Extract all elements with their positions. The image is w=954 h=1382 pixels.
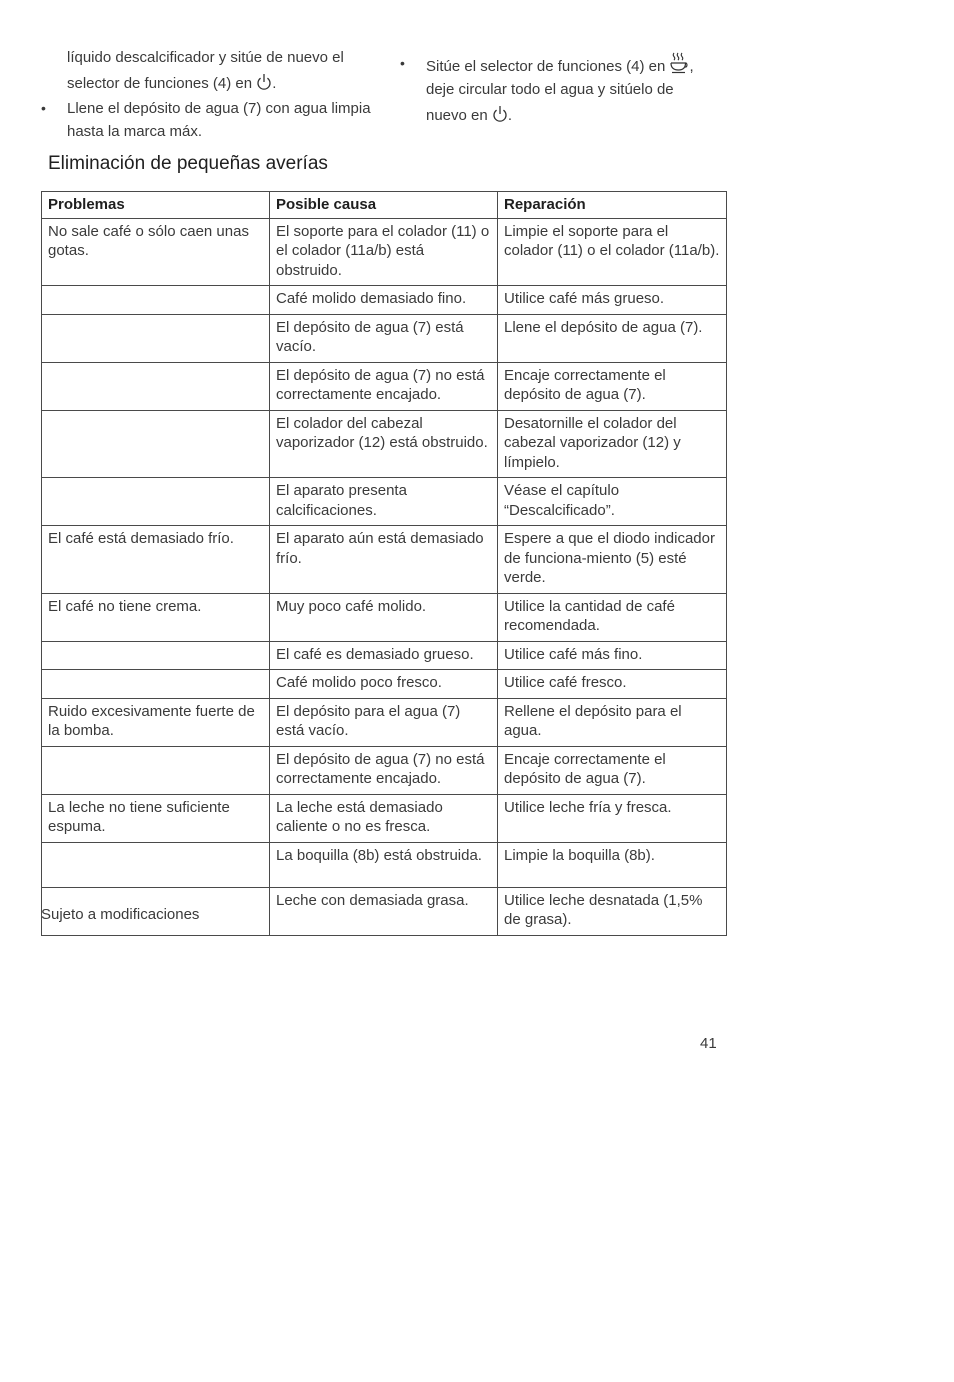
problem-cell — [42, 362, 270, 410]
section-heading: Eliminación de pequeñas averías — [48, 153, 328, 174]
header-posible-causa: Posible causa — [270, 192, 498, 219]
intro-left-paragraph-2 — [41, 97, 371, 143]
table-header-row — [42, 192, 727, 219]
problem-cell — [42, 641, 270, 670]
cause-cell: Café molido demasiado fino. — [270, 286, 498, 315]
problem-cell: Ruido excesivamente fuerte de la bomba. — [42, 698, 270, 746]
problem-cell — [42, 842, 270, 887]
repair-cell: Véase el capítulo “Descalcificado”. — [498, 478, 727, 526]
intro-right-line-1-text: Sitúe el selector de funciones (4) en — [426, 58, 666, 75]
repair-cell: Utilice café más fino. — [498, 641, 727, 670]
intro-left-line-1: líquido descalcificador y sitúe de nuevo el — [67, 49, 344, 66]
page-number: 41 — [700, 1035, 717, 1052]
cause-cell: El depósito para el agua (7) está vacío. — [270, 698, 498, 746]
intro-right-paragraph — [400, 52, 720, 127]
table-row — [42, 746, 727, 794]
cause-cell: El aparato presenta calcificaciones. — [270, 478, 498, 526]
cause-cell: El soporte para el colador (11) o el colador (11a/b) está obstruido. — [270, 218, 498, 286]
cause-cell: Leche con demasiada grasa. — [270, 887, 498, 935]
repair-cell: Utilice café fresco. — [498, 670, 727, 699]
problem-cell — [42, 746, 270, 794]
table-row — [42, 218, 727, 286]
problem-cell — [42, 478, 270, 526]
table-row — [42, 362, 727, 410]
intro-right-line-3-text: nuevo en — [426, 107, 488, 124]
table-row — [42, 410, 727, 478]
header-reparacion: Reparación — [498, 192, 727, 219]
bullet: • — [41, 100, 46, 116]
cause-cell: El depósito de agua (7) no está correctamente encajado. — [270, 362, 498, 410]
repair-cell: Utilice la cantidad de café recomendada. — [498, 593, 727, 641]
problem-cell — [42, 314, 270, 362]
repair-cell: Rellene el depósito para el agua. — [498, 698, 727, 746]
intro-right-line-1 — [426, 52, 720, 78]
repair-cell: Espere a que el diodo indicador de funciona-miento (5) esté verde. — [498, 526, 727, 594]
intro-left-paragraph-2-text: Llene el depósito de agua (7) con agua limpia hasta la marca máx. — [67, 100, 371, 140]
cause-cell: Muy poco café molido. — [270, 593, 498, 641]
troubleshooting-table — [41, 191, 727, 936]
power-icon — [492, 105, 508, 123]
intro-right-line-3-end: . — [507, 107, 513, 124]
table-row — [42, 698, 727, 746]
header-problemas: Problemas — [42, 192, 270, 219]
repair-cell: Utilice café más grueso. — [498, 286, 727, 315]
problem-cell: El café no tiene crema. — [42, 593, 270, 641]
repair-cell: Limpie la boquilla (8b). — [498, 842, 727, 887]
problem-cell: El café está demasiado frío. — [42, 526, 270, 594]
intro-left-line-2-end: . — [272, 75, 277, 92]
table-row — [42, 794, 727, 842]
problem-cell — [42, 670, 270, 699]
repair-cell: Utilice leche desnatada (1,5% de grasa). — [498, 887, 727, 935]
repair-cell: Encaje correctamente el depósito de agua (7). — [498, 362, 727, 410]
table-body — [42, 218, 727, 935]
cause-cell: El aparato aún está demasiado frío. — [270, 526, 498, 594]
repair-cell: Llene el depósito de agua (7). — [498, 314, 727, 362]
power-icon — [256, 73, 272, 91]
footer-note: Sujeto a modificaciones — [41, 906, 200, 923]
repair-cell: Limpie el soporte para el colador (11) o el colador (11a/b). — [498, 218, 727, 286]
problem-cell: No sale café o sólo caen unas gotas. — [42, 218, 270, 286]
steam-cup-icon — [669, 52, 689, 74]
intro-left — [41, 46, 371, 143]
cause-cell: El depósito de agua (7) está vacío. — [270, 314, 498, 362]
table-row — [42, 526, 727, 594]
table-row — [42, 593, 727, 641]
intro-left-line-2-text: selector de funciones (4) en — [67, 75, 253, 92]
table-row — [42, 842, 727, 887]
table-row — [42, 641, 727, 670]
table-header — [42, 192, 727, 219]
intro-right-line-3 — [426, 104, 720, 127]
problem-cell — [42, 410, 270, 478]
cause-cell: El depósito de agua (7) no está correctamente encajado. — [270, 746, 498, 794]
cause-cell: La boquilla (8b) está obstruida. — [270, 842, 498, 887]
problem-cell: La leche no tiene suficiente espuma. — [42, 794, 270, 842]
table-row — [42, 314, 727, 362]
intro-left-line-2 — [67, 72, 371, 95]
intro-left-paragraph-1 — [41, 46, 371, 95]
repair-cell: Encaje correctamente el depósito de agua (7). — [498, 746, 727, 794]
table-row — [42, 286, 727, 315]
cause-cell: Café molido poco fresco. — [270, 670, 498, 699]
repair-cell: Desatornille el colador del cabezal vaporizador (12) y límpielo. — [498, 410, 727, 478]
intro-right-line-1-end: , — [689, 58, 694, 75]
intro-right — [400, 52, 720, 127]
cause-cell: El colador del cabezal vaporizador (12) está obstruido. — [270, 410, 498, 478]
cause-cell: La leche está demasiado caliente o no es fresca. — [270, 794, 498, 842]
table-row — [42, 478, 727, 526]
cause-cell: El café es demasiado grueso. — [270, 641, 498, 670]
repair-cell: Utilice leche fría y fresca. — [498, 794, 727, 842]
problem-cell — [42, 286, 270, 315]
bullet: • — [400, 55, 405, 71]
table-row — [42, 670, 727, 699]
intro-right-line-2: deje circular todo el agua y sitúelo de — [426, 81, 674, 98]
